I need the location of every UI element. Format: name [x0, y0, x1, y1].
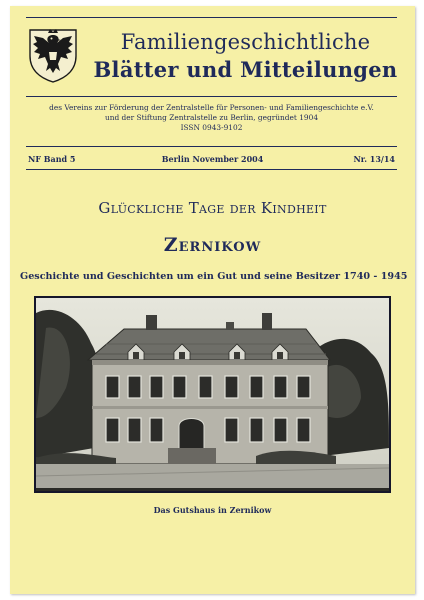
- article-subtitle: Geschichte und Geschichten um ein Gut und seine Besitzer 1740 - 1945: [20, 271, 408, 282]
- place-date-label: Berlin November 2004: [161, 154, 264, 164]
- journal-title-line2: Blätter und Mitteilungen: [93, 57, 398, 82]
- manor-house-photo: [34, 296, 391, 493]
- journal-cover: [10, 6, 415, 594]
- meta-top-rule: [26, 146, 397, 147]
- journal-title-line1: Familiengeschichtliche: [120, 30, 371, 54]
- photo-caption: Das Gutshaus in Zernikow: [153, 505, 272, 515]
- volume-label: NF Band 5: [28, 154, 76, 164]
- association-block: [26, 103, 397, 133]
- heraldic-eagle-icon: [26, 24, 80, 84]
- meta-bottom-rule: [26, 169, 397, 170]
- issue-number-label: Nr. 13/14: [353, 154, 395, 164]
- article-headline: Zernikow: [163, 234, 262, 256]
- article-kicker: Glückliche Tage der Kindheit: [98, 199, 327, 217]
- top-rule: [26, 17, 397, 18]
- association-line1: des Vereins zur Förderung der Zentralstelle für Personen- und Familiengeschichte e.V.: [49, 103, 374, 112]
- header-rule: [26, 96, 397, 97]
- association-line2: und der Stiftung Zentralstelle zu Berlin, gegründet 1904: [104, 113, 319, 122]
- issn-label: ISSN 0943-9102: [180, 123, 243, 132]
